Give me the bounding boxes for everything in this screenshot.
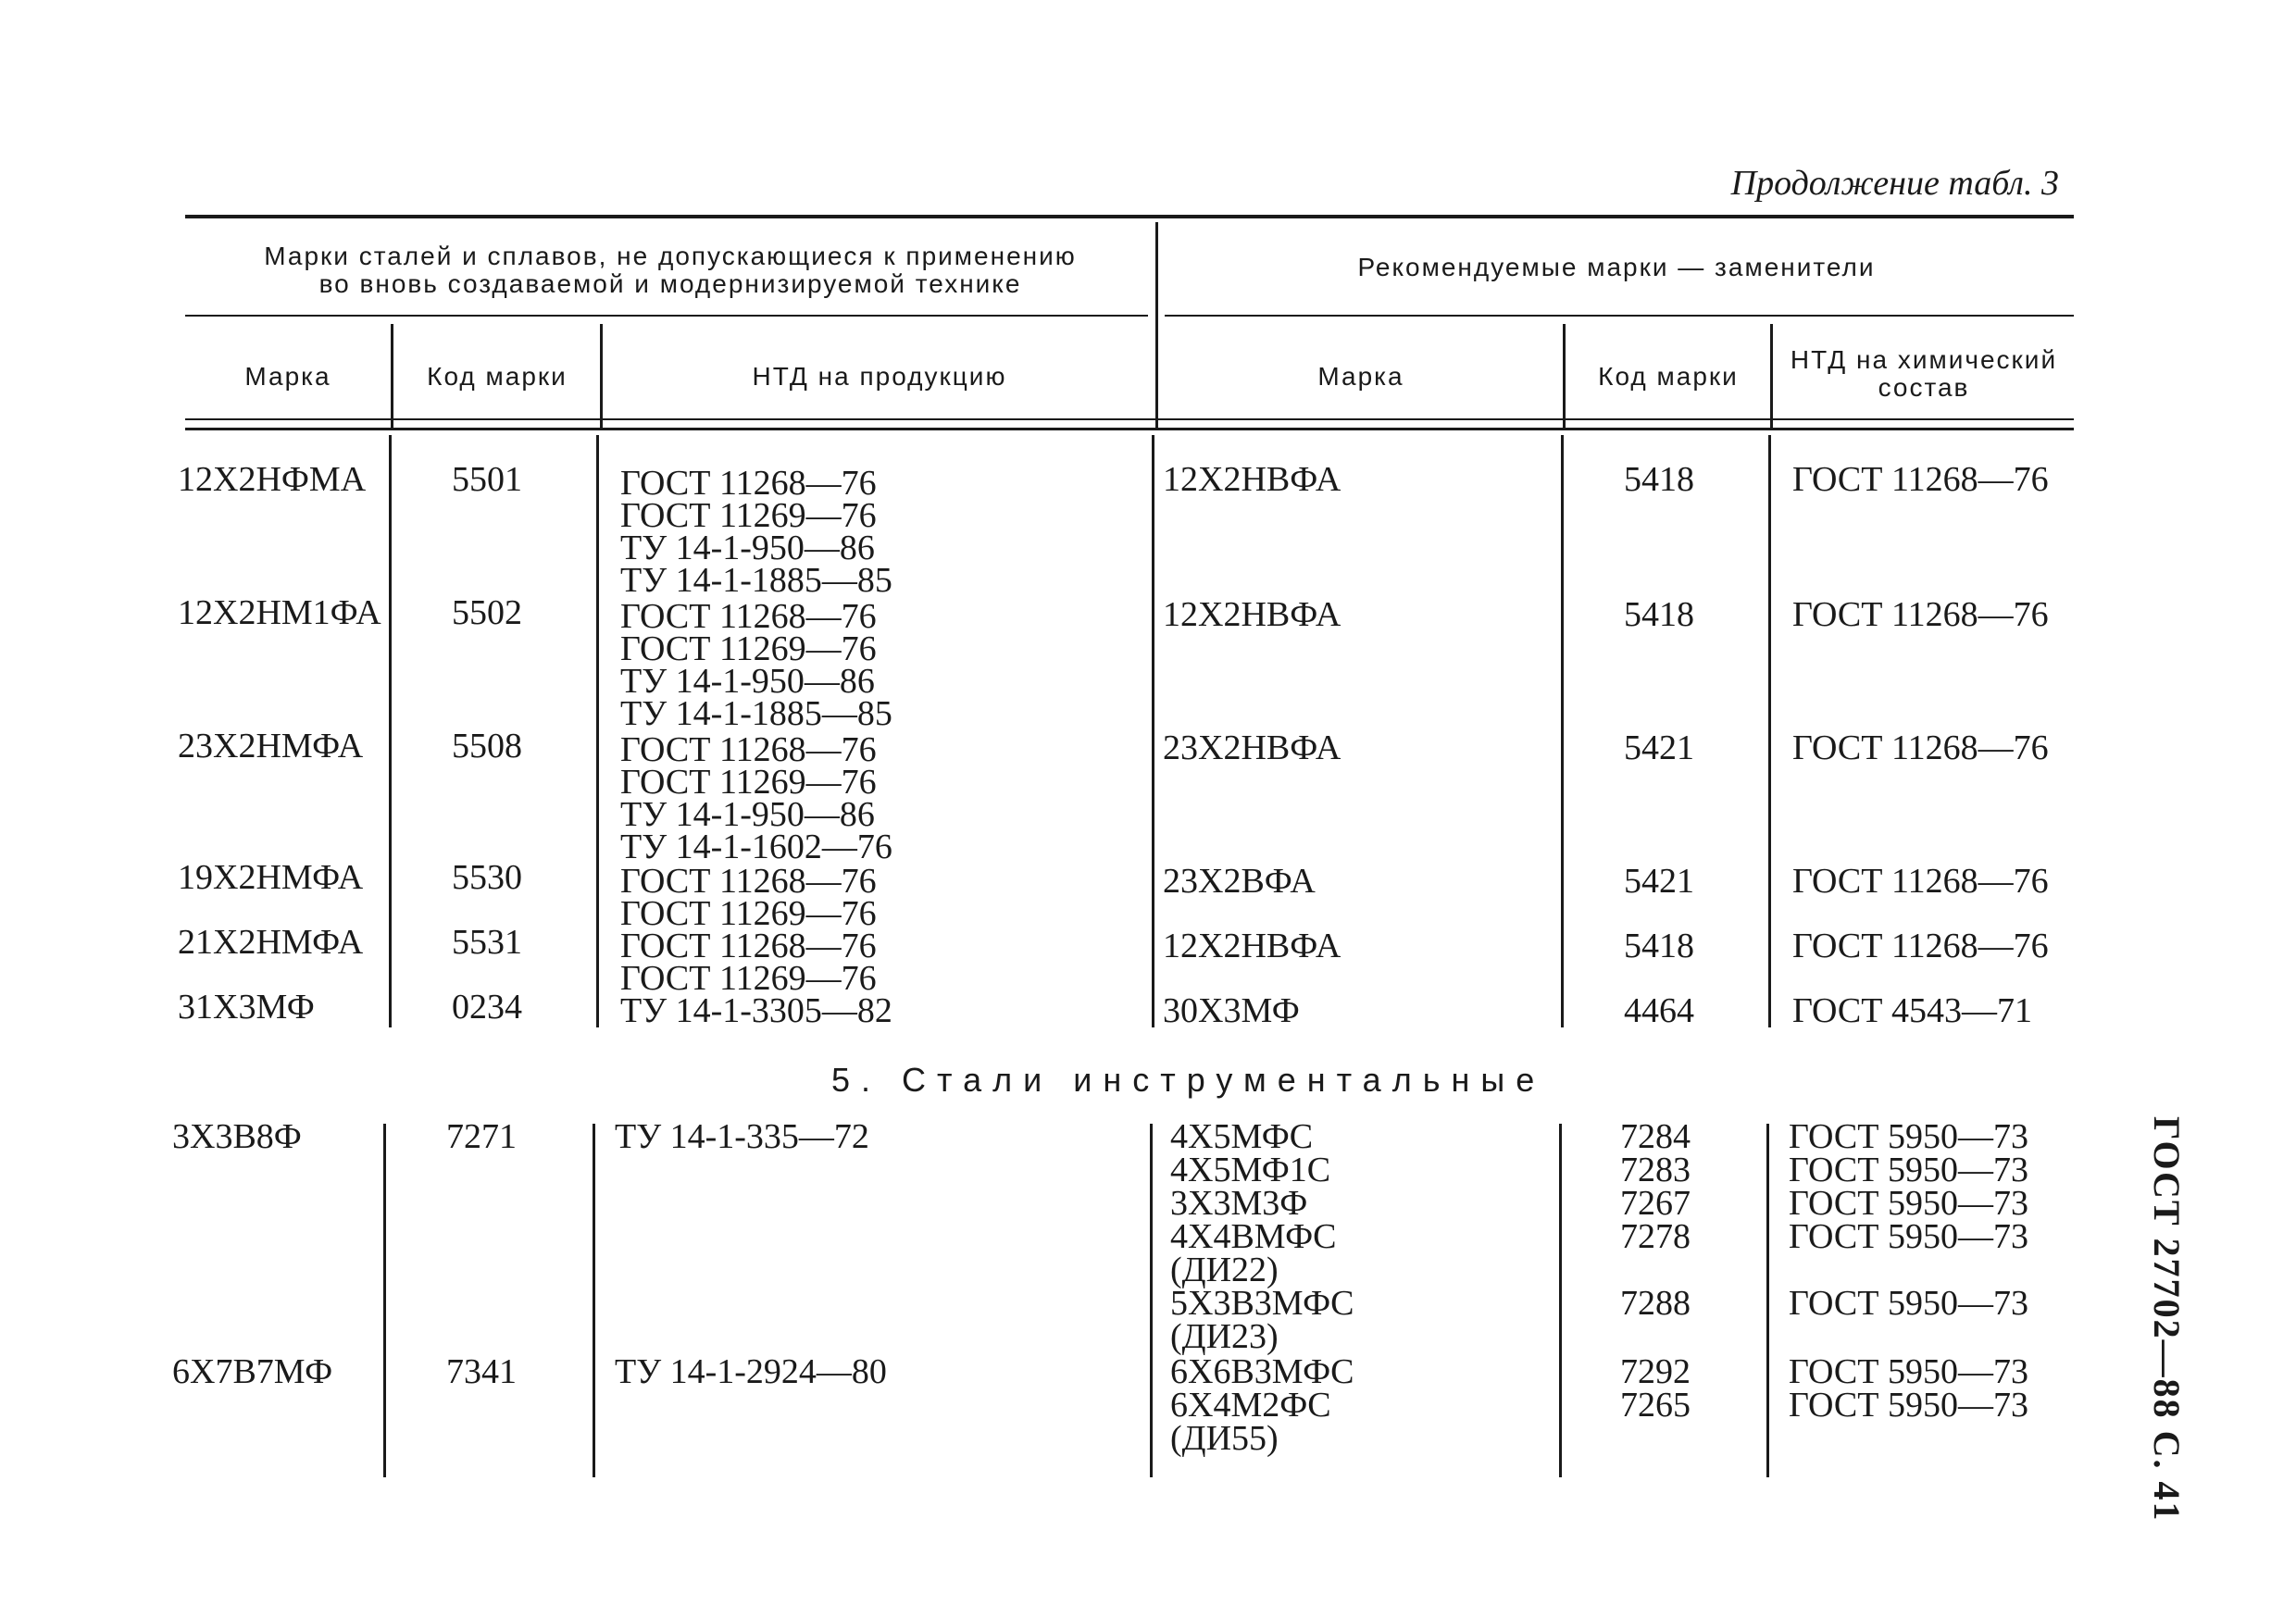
row-code: 7271 xyxy=(446,1117,517,1156)
row-sub-code: 7278 xyxy=(1620,1217,1691,1256)
header-vline-subcode xyxy=(1770,324,1773,428)
row-sub-ntd: ГОСТ 5950—73 xyxy=(1789,1117,2028,1156)
row-sub-mark: (ДИ55) xyxy=(1170,1419,1279,1458)
row-mark: 3Х3В8Ф xyxy=(172,1117,302,1156)
group-right-underline xyxy=(1165,315,2074,317)
row-sub-code: 7284 xyxy=(1620,1117,1691,1156)
header-col-mark: Марка xyxy=(244,362,331,391)
row-ntd-line: ГОСТ 11268—76 xyxy=(620,730,877,769)
row-sub-code: 5421 xyxy=(1624,862,1694,901)
body1-vline-ntd xyxy=(596,435,599,1027)
row-sub-mark: 23Х2НВФА xyxy=(1163,728,1341,767)
body1-vline-code xyxy=(389,435,392,1027)
row-sub-mark: 5Х3В3МФС xyxy=(1170,1284,1354,1323)
row-sub-ntd: ГОСТ 11268—76 xyxy=(1792,927,2049,965)
group-left-underline xyxy=(185,315,1148,317)
row-code: 5531 xyxy=(452,923,522,962)
row-ntd-line: ТУ 14-1-335—72 xyxy=(615,1117,869,1156)
row-ntd-line: ГОСТ 11269—76 xyxy=(620,496,877,535)
header-group-left: Марки сталей и сплавов, не допускающиеся к применению во вновь создаваемой и модернизируемой технике xyxy=(264,242,1077,298)
row-ntd-line: ТУ 14-1-3305—82 xyxy=(620,991,892,1030)
row-ntd-line: ТУ 14-1-950—86 xyxy=(620,529,875,567)
row-sub-mark: 6Х4М2ФС xyxy=(1170,1386,1331,1425)
header-vline-submark xyxy=(1563,324,1566,428)
row-code: 7341 xyxy=(446,1352,517,1391)
body2-vline-group xyxy=(1150,1124,1153,1477)
row-ntd-line: ТУ 14-1-1885—85 xyxy=(620,561,892,600)
row-ntd-line: ГОСТ 11268—76 xyxy=(620,597,877,636)
row-code: 5502 xyxy=(452,593,522,632)
body1-vline-group xyxy=(1152,435,1154,1027)
row-sub-code: 7267 xyxy=(1620,1184,1691,1223)
row-sub-code: 7292 xyxy=(1620,1352,1691,1391)
row-sub-mark: (ДИ23) xyxy=(1170,1317,1279,1356)
header-bottom-rule-1 xyxy=(185,418,2074,420)
row-ntd-line: ГОСТ 11268—76 xyxy=(620,927,877,965)
row-ntd-line: ГОСТ 11269—76 xyxy=(620,894,877,933)
row-sub-code: 7265 xyxy=(1620,1386,1691,1425)
row-sub-ntd: ГОСТ 11268—76 xyxy=(1792,460,2049,499)
row-mark: 23Х2НМФА xyxy=(178,727,364,765)
body1-vline-subntd xyxy=(1768,435,1771,1027)
row-sub-mark: 6Х6В3МФС xyxy=(1170,1352,1354,1391)
row-sub-ntd: ГОСТ 11268—76 xyxy=(1792,728,2049,767)
row-sub-ntd: ГОСТ 11268—76 xyxy=(1792,595,2049,634)
row-sub-code: 4464 xyxy=(1624,991,1694,1030)
body2-vline-subcode xyxy=(1559,1124,1562,1477)
row-ntd-line: ТУ 14-1-1602—76 xyxy=(620,828,892,866)
header-col-code: Код марки xyxy=(427,362,568,391)
row-sub-code: 5418 xyxy=(1624,460,1694,499)
row-code: 5501 xyxy=(452,460,522,499)
section2-title: 5. Стали инструментальные xyxy=(831,1061,1546,1099)
row-sub-mark: 12Х2НВФА xyxy=(1163,460,1341,499)
row-sub-ntd: ГОСТ 5950—73 xyxy=(1789,1217,2028,1256)
row-sub-mark: 12Х2НВФА xyxy=(1163,595,1341,634)
header-bottom-rule-2 xyxy=(185,428,2074,430)
row-sub-mark: 23Х2ВФА xyxy=(1163,862,1316,901)
row-ntd-line: ГОСТ 11269—76 xyxy=(620,763,877,802)
row-sub-ntd: ГОСТ 5950—73 xyxy=(1789,1352,2028,1391)
continuation-title: Продолжение табл. 3 xyxy=(1730,164,2059,203)
row-mark: 12Х2НФМА xyxy=(178,460,367,499)
header-col-ntd-chem: НТД на химический состав xyxy=(1790,345,2058,402)
row-ntd-line: ГОСТ 11268—76 xyxy=(620,464,877,503)
body2-vline-ntd xyxy=(593,1124,595,1477)
row-mark: 12Х2НМ1ФА xyxy=(178,593,381,632)
row-code: 5530 xyxy=(452,858,522,897)
side-page-label: ГОСТ 27702—88 С. 41 xyxy=(2146,1116,2188,1523)
body2-vline-subntd xyxy=(1766,1124,1769,1477)
row-mark: 21Х2НМФА xyxy=(178,923,364,962)
row-sub-mark: 12Х2НВФА xyxy=(1163,927,1341,965)
row-code: 5508 xyxy=(452,727,522,765)
row-code: 0234 xyxy=(452,988,522,1027)
row-sub-code: 5418 xyxy=(1624,927,1694,965)
row-sub-ntd: ГОСТ 5950—73 xyxy=(1789,1386,2028,1425)
row-mark: 31Х3МФ xyxy=(178,988,315,1027)
row-sub-mark: 4Х4ВМФС xyxy=(1170,1217,1337,1256)
row-sub-mark: 30Х3МФ xyxy=(1163,991,1300,1030)
row-sub-mark: 4Х5МФС xyxy=(1170,1117,1314,1156)
row-ntd-line: ТУ 14-1-1885—85 xyxy=(620,694,892,733)
row-ntd-line: ГОСТ 11269—76 xyxy=(620,629,877,668)
row-sub-code: 7288 xyxy=(1620,1284,1691,1323)
row-sub-mark: (ДИ22) xyxy=(1170,1251,1279,1289)
row-sub-ntd: ГОСТ 5950—73 xyxy=(1789,1184,2028,1223)
row-sub-code: 7283 xyxy=(1620,1151,1691,1189)
row-sub-mark: 3Х3М3Ф xyxy=(1170,1184,1308,1223)
row-sub-ntd: ГОСТ 5950—73 xyxy=(1789,1284,2028,1323)
header-vline-group xyxy=(1155,222,1158,428)
row-sub-ntd: ГОСТ 11268—76 xyxy=(1792,862,2049,901)
row-ntd-line: ГОСТ 11269—76 xyxy=(620,959,877,998)
header-vline-code xyxy=(391,324,393,428)
row-ntd-line: ТУ 14-1-2924—80 xyxy=(615,1352,887,1391)
header-col-sub-mark: Марка xyxy=(1317,362,1404,391)
row-mark: 19Х2НМФА xyxy=(178,858,364,897)
header-group-right: Рекомендуемые марки — заменители xyxy=(1357,253,1876,281)
row-sub-ntd: ГОСТ 4543—71 xyxy=(1792,991,2032,1030)
row-sub-code: 5418 xyxy=(1624,595,1694,634)
header-col-ntd-product: НТД на продукцию xyxy=(752,362,1007,391)
body1-vline-subcode xyxy=(1561,435,1564,1027)
row-ntd-line: ТУ 14-1-950—86 xyxy=(620,795,875,834)
row-ntd-line: ГОСТ 11268—76 xyxy=(620,862,877,901)
row-sub-mark: 4Х5МФ1С xyxy=(1170,1151,1331,1189)
table-top-rule xyxy=(185,215,2074,218)
body2-vline-code xyxy=(383,1124,386,1477)
header-col-sub-code: Код марки xyxy=(1598,362,1739,391)
header-vline-ntd xyxy=(600,324,603,428)
row-sub-ntd: ГОСТ 5950—73 xyxy=(1789,1151,2028,1189)
row-mark: 6Х7В7МФ xyxy=(172,1352,333,1391)
row-sub-code: 5421 xyxy=(1624,728,1694,767)
row-ntd-line: ТУ 14-1-950—86 xyxy=(620,662,875,701)
